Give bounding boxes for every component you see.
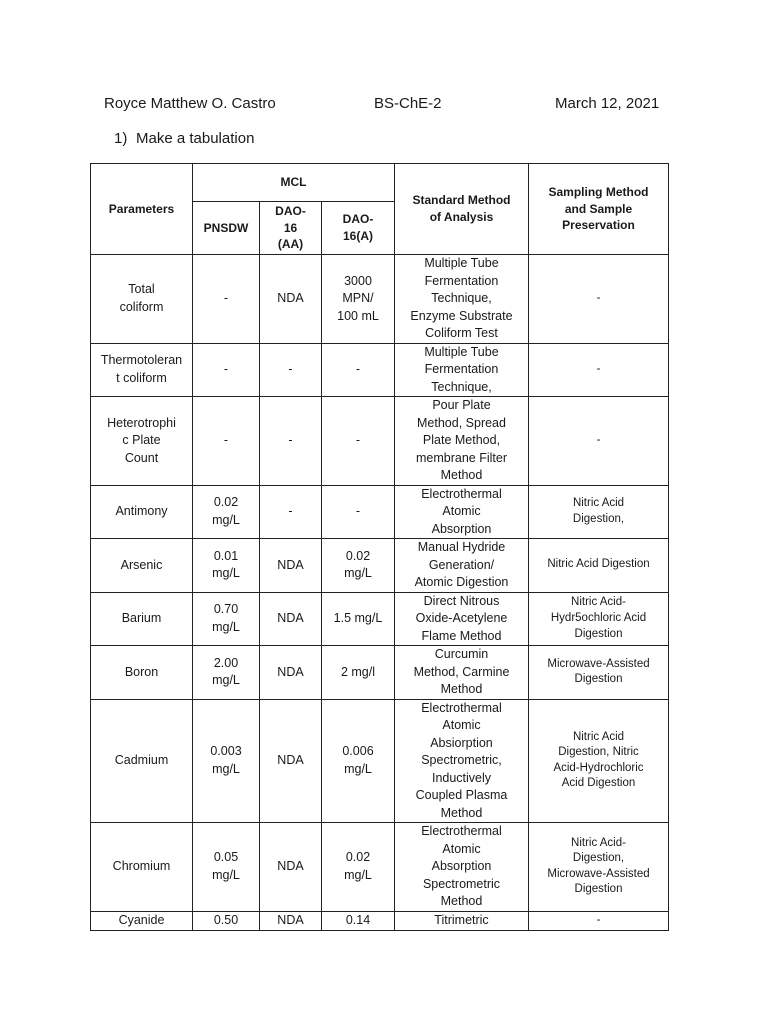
cell-parameter: Arsenic [91, 539, 193, 593]
cell-dao-aa: - [260, 485, 322, 539]
table-row [91, 699, 669, 823]
cell-sampling: - [529, 255, 669, 344]
cell-dao-a: - [322, 343, 395, 397]
cell-parameter: Chromium [91, 823, 193, 912]
cell-pnsdw: 0.50 [193, 911, 260, 930]
cell-pnsdw: 0.003 mg/L [193, 699, 260, 823]
cell-dao-a: - [322, 397, 395, 486]
table-row [91, 485, 669, 539]
cell-pnsdw: 2.00 mg/L [193, 646, 260, 700]
cell-dao-a: - [322, 485, 395, 539]
table-row [91, 823, 669, 912]
cell-sampling: Nitric Acid- Digestion, Microwave-Assisted Digestion [529, 823, 669, 912]
header-parameters: Parameters [91, 164, 193, 255]
cell-pnsdw: - [193, 343, 260, 397]
cell-sampling: Nitric Acid- Hydr5ochloric Acid Digestion [529, 592, 669, 646]
course-code: BS-ChE-2 [374, 95, 442, 112]
cell-method: Direct Nitrous Oxide-Acetylene Flame Method [395, 592, 529, 646]
cell-dao-aa: NDA [260, 823, 322, 912]
table-row [91, 397, 669, 486]
question-number: 1) [114, 130, 128, 147]
question-text: Make a tabulation [136, 130, 255, 147]
cell-sampling: Nitric Acid Digestion, [529, 485, 669, 539]
tabulation-table [90, 163, 669, 931]
cell-pnsdw: 0.01 mg/L [193, 539, 260, 593]
header-sampling-method: Sampling Method and Sample Preservation [529, 164, 669, 255]
cell-parameter: Antimony [91, 485, 193, 539]
document-date: March 12, 2021 [555, 95, 660, 112]
cell-parameter: Barium [91, 592, 193, 646]
cell-sampling: - [529, 343, 669, 397]
cell-dao-a: 2 mg/l [322, 646, 395, 700]
cell-parameter: Heterotrophi c Plate Count [91, 397, 193, 486]
cell-dao-aa: NDA [260, 255, 322, 344]
cell-sampling: Nitric Acid Digestion [529, 539, 669, 593]
table-body [91, 255, 669, 931]
cell-pnsdw: 0.05 mg/L [193, 823, 260, 912]
table-row [91, 255, 669, 344]
header-pnsdw: PNSDW [193, 202, 260, 255]
cell-parameter: Total coliform [91, 255, 193, 344]
cell-parameter: Thermotoleran t coliform [91, 343, 193, 397]
cell-method: Electrothermal Atomic Absorption [395, 485, 529, 539]
cell-dao-aa: - [260, 397, 322, 486]
cell-dao-a: 1.5 mg/L [322, 592, 395, 646]
cell-method: Electrothermal Atomic Absorption Spectrometric Method [395, 823, 529, 912]
cell-dao-aa: NDA [260, 592, 322, 646]
header-standard-method: Standard Method of Analysis [395, 164, 529, 255]
cell-sampling: - [529, 397, 669, 486]
header-dao-16-aa: DAO- 16 (AA) [260, 202, 322, 255]
cell-method: Multiple Tube Fermentation Technique, Enzyme Substrate Coliform Test [395, 255, 529, 344]
cell-pnsdw: - [193, 255, 260, 344]
cell-parameter: Boron [91, 646, 193, 700]
cell-pnsdw: 0.02 mg/L [193, 485, 260, 539]
table-row [91, 911, 669, 930]
cell-dao-aa: NDA [260, 699, 322, 823]
cell-dao-aa: NDA [260, 539, 322, 593]
cell-dao-aa: NDA [260, 911, 322, 930]
cell-method: Multiple Tube Fermentation Technique, [395, 343, 529, 397]
cell-dao-aa: NDA [260, 646, 322, 700]
header-mcl: MCL [193, 164, 395, 202]
cell-dao-a: 0.14 [322, 911, 395, 930]
table-row [91, 343, 669, 397]
cell-pnsdw: - [193, 397, 260, 486]
table-row [91, 592, 669, 646]
cell-parameter: Cadmium [91, 699, 193, 823]
cell-sampling: Microwave-Assisted Digestion [529, 646, 669, 700]
table-row [91, 539, 669, 593]
cell-dao-a: 0.02 mg/L [322, 539, 395, 593]
cell-method: Titrimetric [395, 911, 529, 930]
cell-dao-a: 0.02 mg/L [322, 823, 395, 912]
cell-dao-a: 3000 MPN/ 100 mL [322, 255, 395, 344]
cell-parameter: Cyanide [91, 911, 193, 930]
header-dao-16-a: DAO- 16(A) [322, 202, 395, 255]
cell-method: Pour Plate Method, Spread Plate Method, membrane Filter Method [395, 397, 529, 486]
cell-sampling: Nitric Acid Digestion, Nitric Acid-Hydrochloric Acid Digestion [529, 699, 669, 823]
cell-method: Curcumin Method, Carmine Method [395, 646, 529, 700]
cell-pnsdw: 0.70 mg/L [193, 592, 260, 646]
table-row [91, 646, 669, 700]
student-name: Royce Matthew O. Castro [104, 95, 276, 112]
cell-dao-a: 0.006 mg/L [322, 699, 395, 823]
cell-sampling: - [529, 911, 669, 930]
cell-method: Electrothermal Atomic Absiorption Spectrometric, Inductively Coupled Plasma Method [395, 699, 529, 823]
question-item [114, 130, 254, 147]
cell-dao-aa: - [260, 343, 322, 397]
cell-method: Manual Hydride Generation/ Atomic Digestion [395, 539, 529, 593]
